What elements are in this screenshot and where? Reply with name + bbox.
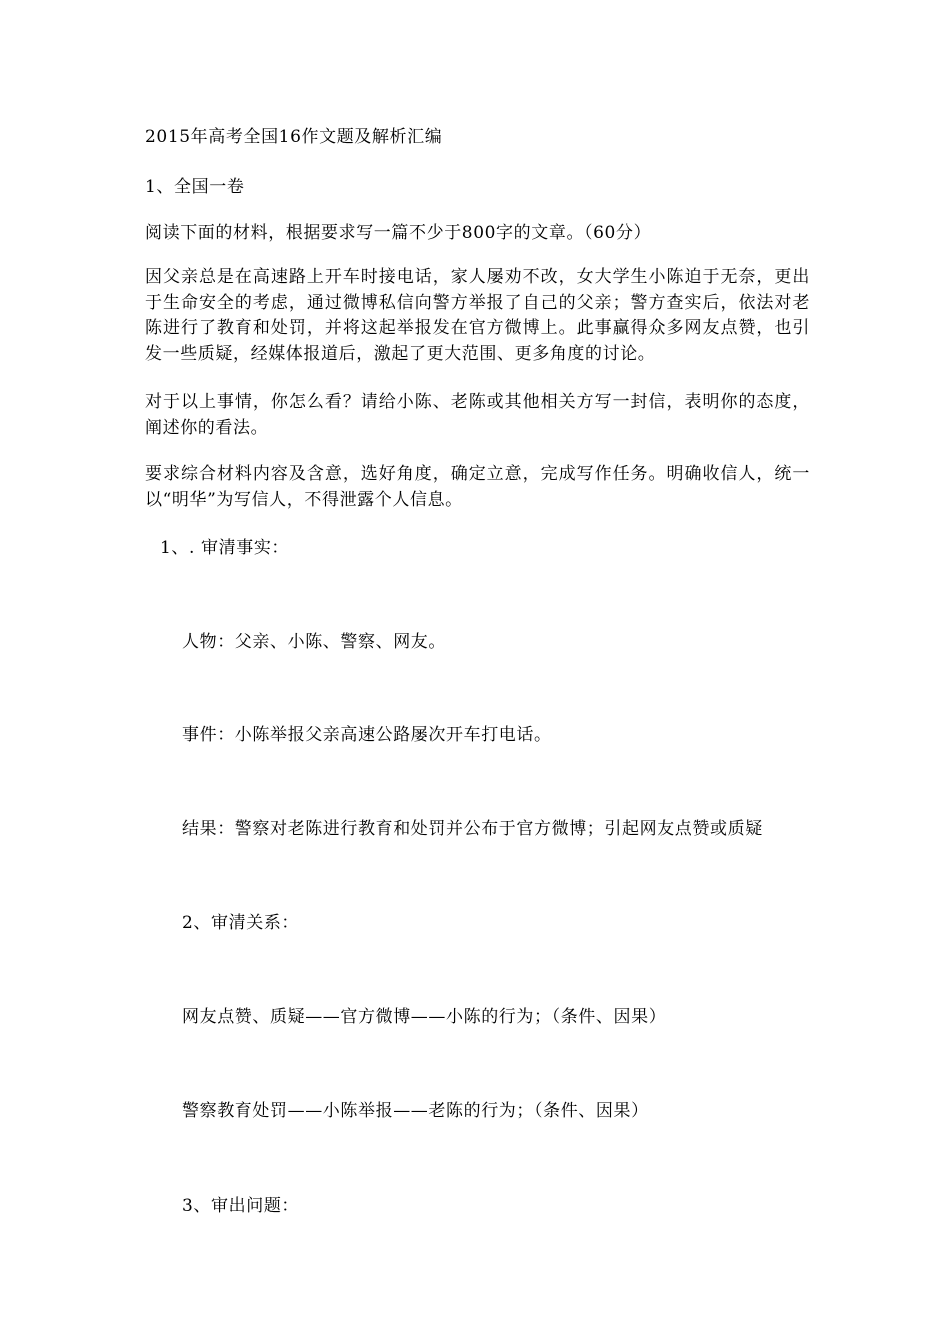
analysis-step1-heading: 1、. 审清事实：	[160, 538, 290, 558]
analysis-step2-heading: 2、审清关系：	[182, 913, 300, 933]
question-paragraph: 对于以上事情，你怎么看？请给小陈、老陈或其他相关方写一封信，表明你的态度，阐述你的看法。	[145, 392, 810, 438]
prompt-intro: 阅读下面的材料，根据要求写一篇不少于800字的文章。（60分）	[145, 223, 652, 243]
analysis-result: 结果：警察对老陈进行教育和处罚并公布于官方微博；引起网友点赞或质疑	[182, 819, 763, 839]
material-paragraph: 因父亲总是在高速路上开车时接电话，家人屡劝不改，女大学生小陈迫于无奈，更出于生命安全的考虑，通过微博私信向警方举报了自己的父亲；警方查实后，依法对老陈进行了教育和处罚，并将这起举报发在官方微博上。此事赢得众多网友点赞，也引发一些质疑，经媒体报道后，激起了更大范围、更多角度的讨论。	[145, 267, 810, 364]
analysis-people: 人物：父亲、小陈、警察、网友。	[182, 632, 446, 652]
document-title: 2015年高考全国16作文题及解析汇编	[145, 127, 443, 147]
requirement-paragraph: 要求综合材料内容及含意，选好角度，确定立意，完成写作任务。明确收信人，统一以“明华”为写信人，不得泄露个人信息。	[145, 464, 810, 510]
section-heading: 1、全国一卷	[145, 177, 245, 197]
analysis-event: 事件：小陈举报父亲高速公路屡次开车打电话。	[182, 725, 552, 745]
analysis-relation2: 警察教育处罚——小陈举报——老陈的行为；（条件、因果）	[182, 1101, 649, 1121]
analysis-relation1: 网友点赞、质疑——官方微博——小陈的行为；（条件、因果）	[182, 1007, 667, 1027]
analysis-step3-heading: 3、审出问题：	[182, 1196, 300, 1216]
